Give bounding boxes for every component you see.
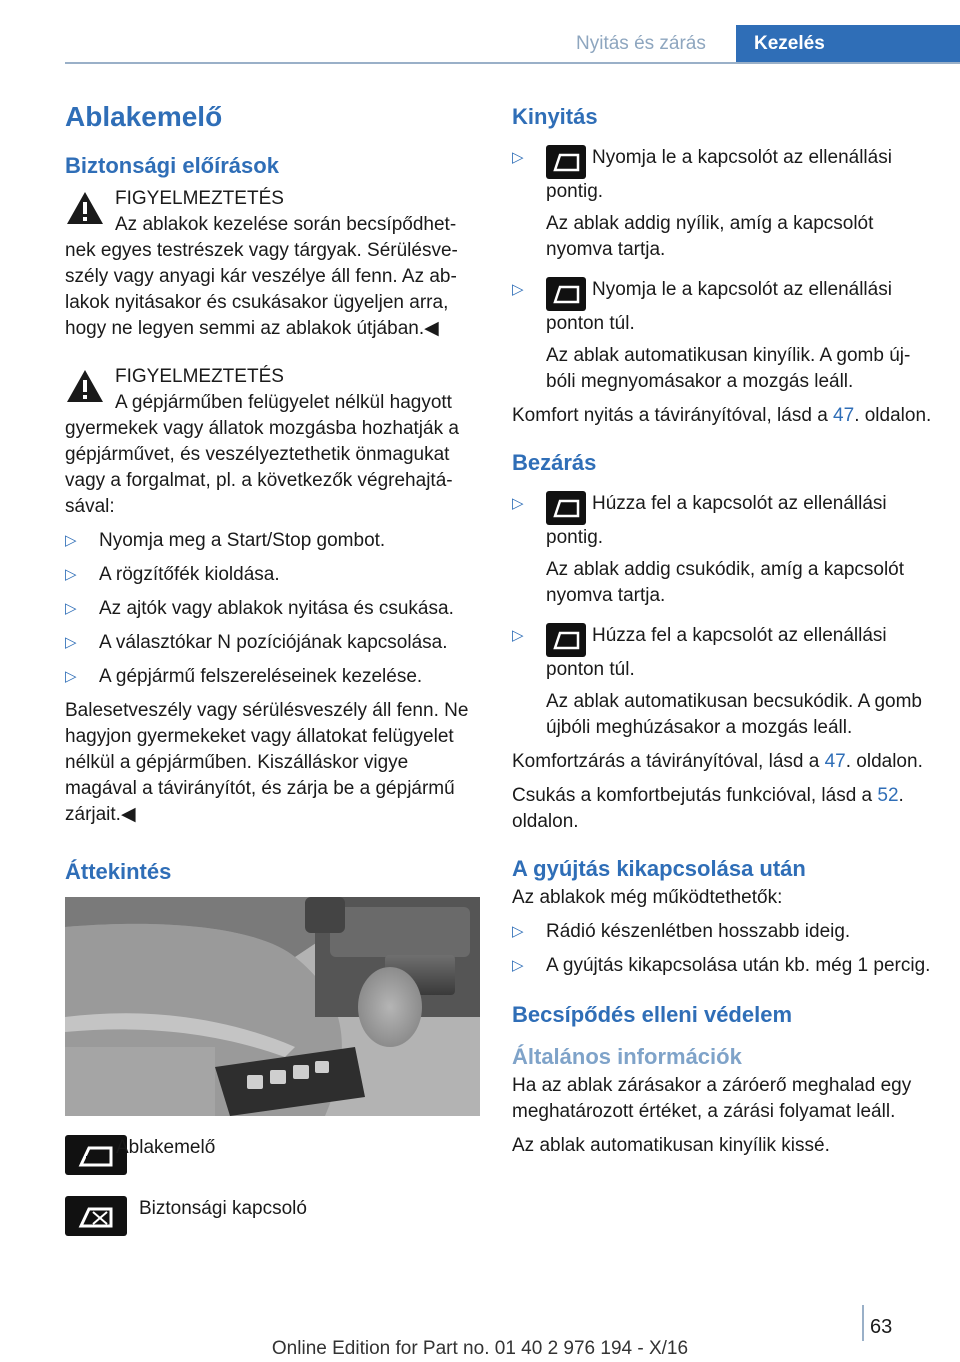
warning-2-text: gyermekek vagy állatok mozgásba hozhatják a gépjárművet, és veszélyeztethetik önmagukat vagy a forgalmat, pl. a következők végrehajtásával: <box>65 418 459 517</box>
item-note: Az ablak addig nyílik, amíg a kapcsolót nyomva tartja. <box>546 213 874 260</box>
legend-window-switch: Ablakemelő <box>116 1137 216 1158</box>
door-panel-image <box>65 897 480 1116</box>
page-link[interactable]: 47 <box>833 405 855 426</box>
item-note: Az ablak automatikusan kinyílik. A gomb újbóli megnyomásakor a mozgás leáll. <box>546 345 911 392</box>
window-switch-icon <box>546 145 586 179</box>
open-comfort-text: Komfort nyitás a távirányítóval, lásd a 47. oldalon. <box>512 405 932 426</box>
close-list <box>512 491 932 741</box>
general-heading: Általános információk <box>512 1044 742 1069</box>
window-switch-icon <box>546 277 586 311</box>
warning-triangle-icon <box>65 190 105 226</box>
warning-triangle-icon <box>65 368 105 404</box>
close-entry-text: Csukás a komfortbejutás funkcióval, lásd a 52. oldalon. <box>512 785 904 832</box>
list-item: ▷ Nyomja le a kapcsolót az ellenállási ponton túl. Az ablak automatikusan kinyílik. A gomb újbóli megnyomásakor a mozgás leáll. <box>512 277 932 395</box>
overview-heading: Áttekintés <box>65 859 172 884</box>
warning-2-label: FIGYELMEZTETÉS <box>115 366 284 387</box>
header-rule <box>65 62 960 64</box>
warning-2 <box>65 364 483 828</box>
page-link[interactable]: 52 <box>877 785 899 806</box>
item-note: Az ablak addig csukódik, amíg a kapcsolót nyomva tartja. <box>546 559 905 606</box>
warning-1 <box>65 186 483 342</box>
safety-switch-icon <box>65 1196 127 1236</box>
warning-2-after: Balesetveszély vagy sérülésveszély áll fenn. Ne hagyjon gyermekeket vagy állatokat felügyelet nélkül a gépjárműben. Kiszálláskor vigye magával a távirányítót, és zárja be a gépjármű zárjait.◀ <box>65 700 469 825</box>
window-switch-icon <box>546 491 586 525</box>
right-column <box>512 103 932 1167</box>
open-list <box>512 145 932 395</box>
header-chapter-tab: Kezelés <box>736 25 960 62</box>
list-item: ▷ A gyújtás kikapcsolása után kb. még 1 percig. <box>512 953 932 979</box>
list-item: ▷ Az ajtók vagy ablakok nyitása és csukása. <box>65 596 483 622</box>
item-note: Az ablak automatikusan becsukódik. A gomb újbóli meghúzásakor a mozgás leáll. <box>546 691 923 738</box>
page-number: 63 <box>870 1316 893 1338</box>
list-item: ▷ Nyomja meg a Start/Stop gombot. <box>65 528 483 554</box>
close-heading: Bezárás <box>512 450 597 475</box>
list-item: ▷ Húzza fel a kapcsolót az ellenállási ponton túl. Az ablak automatikusan becsukódik. A gomb újbóli meghúzásakor a mozgás leáll. <box>512 623 932 741</box>
ignition-heading: A gyújtás kikapcsolása után <box>512 856 806 881</box>
list-item: ▷ Húzza fel a kapcsolót az ellenállási pontig. Az ablak addig csukódik, amíg a kapcsolót nyomva tartja. <box>512 491 932 609</box>
list-item: ▷ A gépjármű felszereléseinek kezelése. <box>65 664 483 690</box>
warning-1-label: FIGYELMEZTETÉS <box>115 188 284 209</box>
left-column <box>65 100 483 892</box>
safety-heading: Biztonsági előírások <box>65 153 279 178</box>
page-link[interactable]: 47 <box>824 751 846 772</box>
footer: Online Edition for Part no. 01 40 2 976 194 - X/16 <box>271 1338 689 1359</box>
general-p2: Az ablak automatikusan kinyílik kissé. <box>512 1135 830 1156</box>
ignition-list <box>512 919 932 979</box>
page-number-rule <box>862 1305 864 1341</box>
close-comfort-text: Komfortzárás a távirányítóval, lásd a 47. oldalon. <box>512 751 923 772</box>
window-switch-icon <box>546 623 586 657</box>
legend-safety-switch: Biztonsági kapcsoló <box>139 1198 307 1219</box>
warning-2-first-line: A gépjárműben felügyelet nélkül hagyott <box>115 392 452 413</box>
list-item: ▷ Rádió készenlétben hosszabb ideig. <box>512 919 932 945</box>
list-item: ▷ Nyomja le a kapcsolót az ellenállási pontig. Az ablak addig nyílik, amíg a kapcsolót nyomva tartja. <box>512 145 932 263</box>
general-p1: Ha az ablak zárásakor a záróerő meghalad egy meghatározott értéket, a zárási folyamat leáll. <box>512 1075 912 1122</box>
list-item: ▷ A rögzítőfék kioldása. <box>65 562 483 588</box>
pinch-heading: Becsípődés elleni védelem <box>512 1002 793 1027</box>
warning-1-first-line: Az ablakok kezelése során becsípődhet- <box>115 214 457 235</box>
header-section: Nyitás és zárás <box>576 33 706 54</box>
ignition-intro: Az ablakok még működtethetők: <box>512 887 783 908</box>
page-title: Ablakemelő <box>65 101 223 132</box>
warning-2-list <box>65 528 483 690</box>
warning-1-text: nek egyes testrészek vagy tárgyak. Sérülésveszély vagy anyagi kár veszélye áll fenn. Az ablakok nyitásakor és csukásakor ügyeljen arra, hogy ne legyen semmi az ablakok útjában.◀ <box>65 240 458 339</box>
open-heading: Kinyitás <box>512 104 598 129</box>
list-item: ▷ A választókar N pozíciójának kapcsolása. <box>65 630 483 656</box>
